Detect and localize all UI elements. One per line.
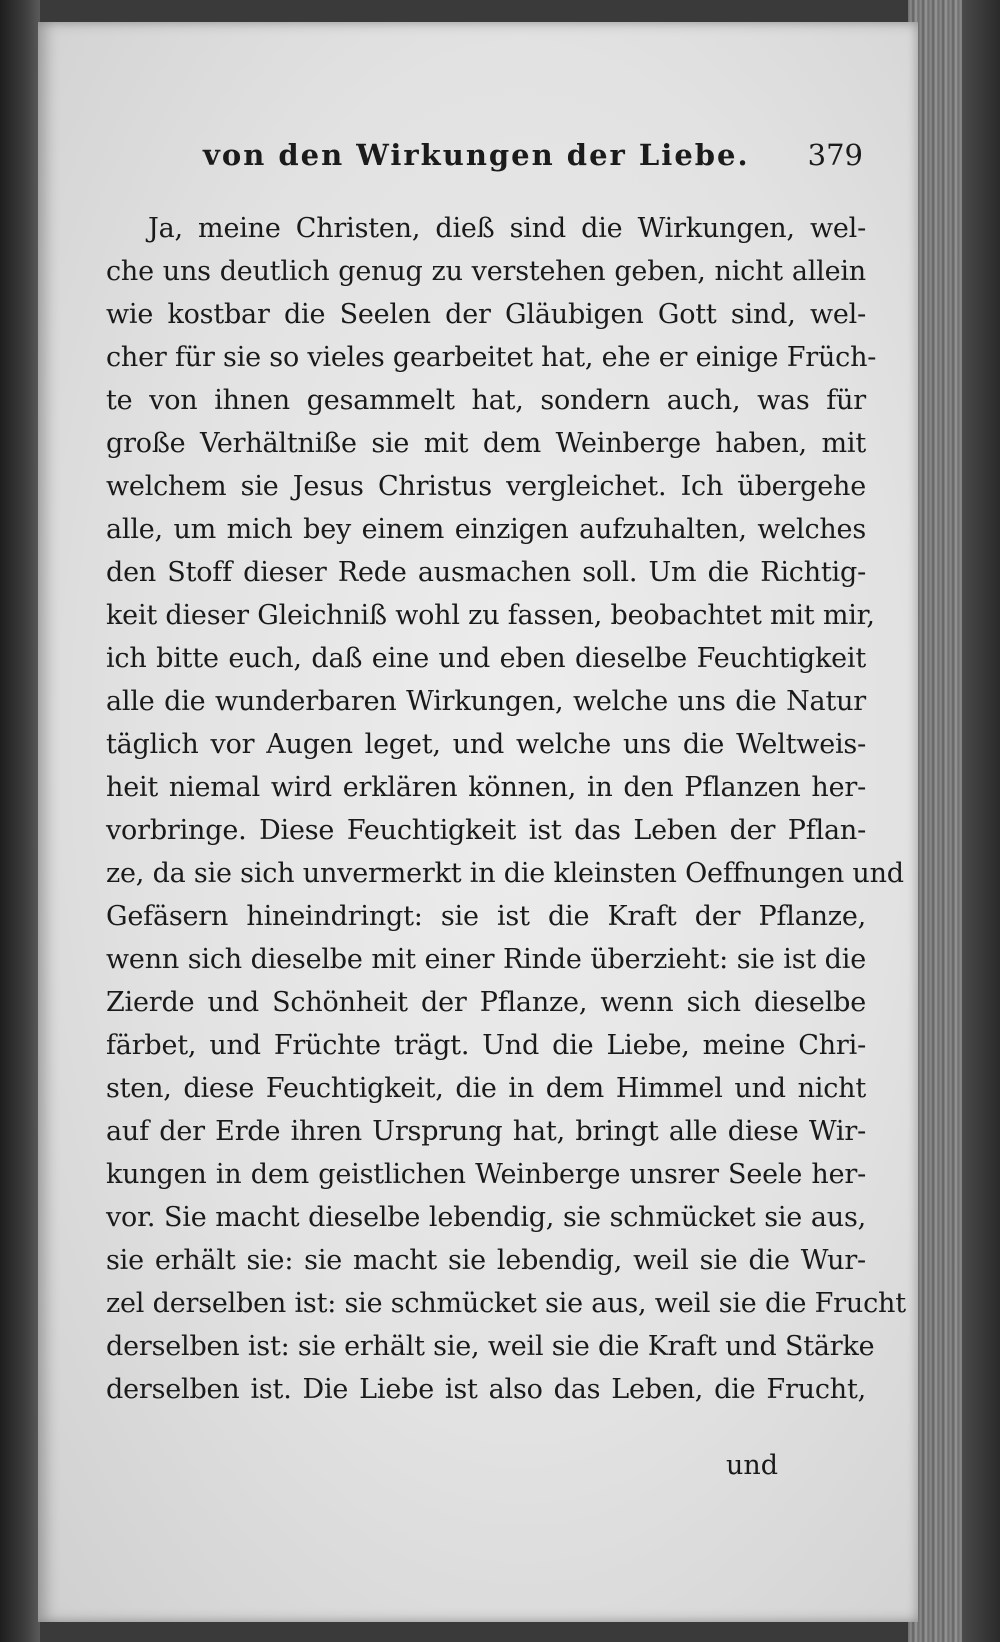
text-line: sten, diese Feuchtigkeit, die in dem Himmel und nicht (106, 1073, 866, 1104)
book-cover-edge (962, 0, 1000, 1642)
book-page (38, 22, 918, 1622)
text-line: zel derselben ist: sie schmücket sie aus, weil sie die Frucht (106, 1288, 906, 1319)
text-line: che uns deutlich genug zu verstehen geben, nicht allein (106, 256, 866, 287)
text-line: te von ihnen gesammelt hat, sondern auch, was für (106, 385, 866, 416)
text-line: große Verhältniße sie mit dem Weinberge haben, mit (106, 428, 866, 459)
text-line: derselben ist. Die Liebe ist also das Leben, die Frucht, (106, 1374, 866, 1405)
body-text (106, 207, 906, 1411)
text-line: alle, um mich bey einem einzigen aufzuhalten, welches (106, 514, 866, 545)
text-line: auf der Erde ihren Ursprung hat, bringt alle diese Wir- (106, 1116, 866, 1147)
text-line: ich bitte euch, daß eine und eben dieselbe Feuchtigkeit (106, 643, 866, 674)
page-header (203, 134, 863, 178)
text-line: täglich vor Augen leget, und welche uns die Weltweis- (106, 729, 866, 760)
page-number: 379 (807, 138, 863, 172)
text-line: kungen in dem geistlichen Weinberge unsrer Seele her- (106, 1159, 866, 1190)
text-line: alle die wunderbaren Wirkungen, welche uns die Natur (106, 686, 866, 717)
text-line: den Stoff dieser Rede ausmachen soll. Um die Richtig- (106, 557, 866, 588)
text-line: derselben ist: sie erhält sie, weil sie die Kraft und Stärke (106, 1331, 875, 1362)
book-gutter (0, 0, 40, 1642)
text-line: Gefäsern hineindringt: sie ist die Kraft der Pflanze, (106, 901, 866, 932)
text-line: Ja, meine Christen, dieß sind die Wirkungen, wel- (148, 213, 866, 244)
text-line: welchem sie Jesus Christus vergleichet. Ich übergehe (106, 471, 866, 502)
text-line: heit niemal wird erklären können, in den Pflanzen her- (106, 772, 866, 803)
text-line: sie erhält sie: sie macht sie lebendig, weil sie die Wur- (106, 1245, 866, 1276)
text-line: wie kostbar die Seelen der Gläubigen Gott sind, wel- (106, 299, 866, 330)
text-line: vor. Sie macht dieselbe lebendig, sie schmücket sie aus, (106, 1202, 866, 1233)
text-line: Zierde und Schönheit der Pflanze, wenn sich dieselbe (106, 987, 866, 1018)
text-line: vorbringe. Diese Feuchtigkeit ist das Leben der Pflan- (106, 815, 866, 846)
catchword: und (725, 1450, 778, 1481)
text-line: färbet, und Früchte trägt. Und die Liebe, meine Chri- (106, 1030, 866, 1061)
text-line: keit dieser Gleichniß wohl zu fassen, beobachtet mit mir, (106, 600, 875, 631)
running-title: von den Wirkungen der Liebe. (203, 138, 750, 172)
text-line: ze, da sie sich unvermerkt in die kleinsten Oeffnungen und (106, 858, 904, 889)
text-line: wenn sich dieselbe mit einer Rinde überzieht: sie ist die (106, 944, 866, 975)
text-line: cher für sie so vieles gearbeitet hat, ehe er einige Früch- (106, 342, 877, 373)
